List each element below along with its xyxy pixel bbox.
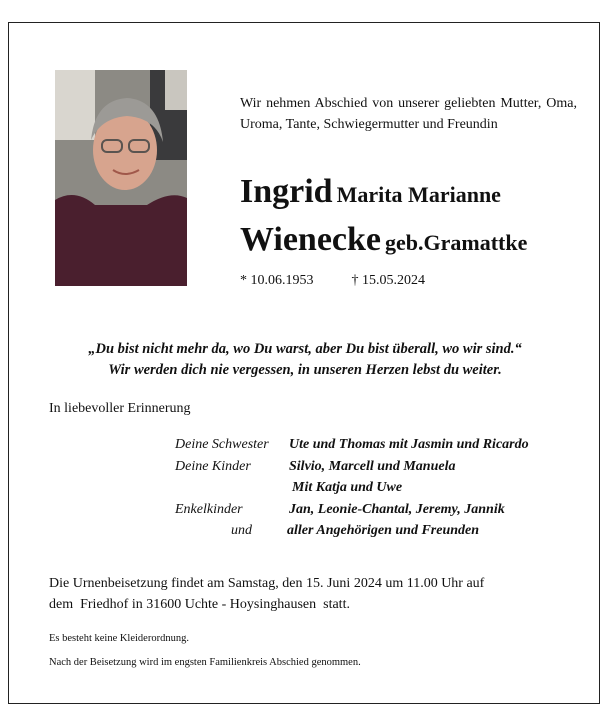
dress-code-note: Es besteht keine Kleiderordnung.: [49, 633, 189, 644]
birth-date: * 10.06.1953: [240, 273, 314, 288]
relative-value: Mit Katja und Uwe: [292, 480, 403, 495]
relative-value: Silvio, Marcell und Manuela: [289, 459, 456, 474]
quote-line-2: Wir werden dich nie vergessen, in unseren Herzen lebst du weiter.: [108, 362, 502, 378]
relative-value: aller Angehörigen und Freunden: [287, 523, 480, 538]
relative-label: Deine Kinder: [175, 459, 251, 474]
burial-info: [49, 573, 569, 615]
first-name: Ingrid: [240, 173, 333, 210]
life-dates: [240, 273, 425, 289]
relative-value: Jan, Leonie-Chantal, Jeremy, Jannik: [289, 502, 505, 517]
portrait-photo: [55, 70, 187, 286]
name-line-2: [240, 221, 527, 259]
birth-name: geb.Gramattke: [385, 230, 528, 255]
relative-label: und: [231, 523, 252, 538]
memory-line: In liebevoller Erinnerung: [49, 401, 191, 416]
relative-value: Ute und Thomas mit Jasmin und Ricardo: [289, 437, 529, 452]
relative-label: Enkelkinder: [175, 502, 243, 517]
burial-line-1: Die Urnenbeisetzung findet am Samstag, den 15. Juni 2024 um 11.00 Uhr auf: [49, 576, 485, 591]
portrait-image: [55, 70, 187, 286]
middle-names: Marita Marianne: [336, 182, 501, 207]
intro-text: Wir nehmen Abschied von unserer geliebten Mutter, Oma, Uroma, Tante, Schwiegermutter und Freundin: [240, 96, 577, 132]
relative-label: Deine Schwester: [175, 437, 269, 452]
death-date: † 15.05.2024: [351, 273, 425, 288]
family-farewell-note: Nach der Beisetzung wird im engsten Familienkreis Abschied genommen.: [49, 657, 361, 668]
burial-line-2: dem Friedhof in 31600 Uchte - Hoysinghausen statt.: [49, 597, 350, 612]
last-name: Wienecke: [240, 221, 382, 258]
quote-line-1: „Du bist nicht mehr da, wo Du warst, aber Du bist überall, wo wir sind.“: [88, 341, 522, 357]
obituary-card: [8, 22, 600, 704]
name-line-1: [240, 173, 501, 211]
